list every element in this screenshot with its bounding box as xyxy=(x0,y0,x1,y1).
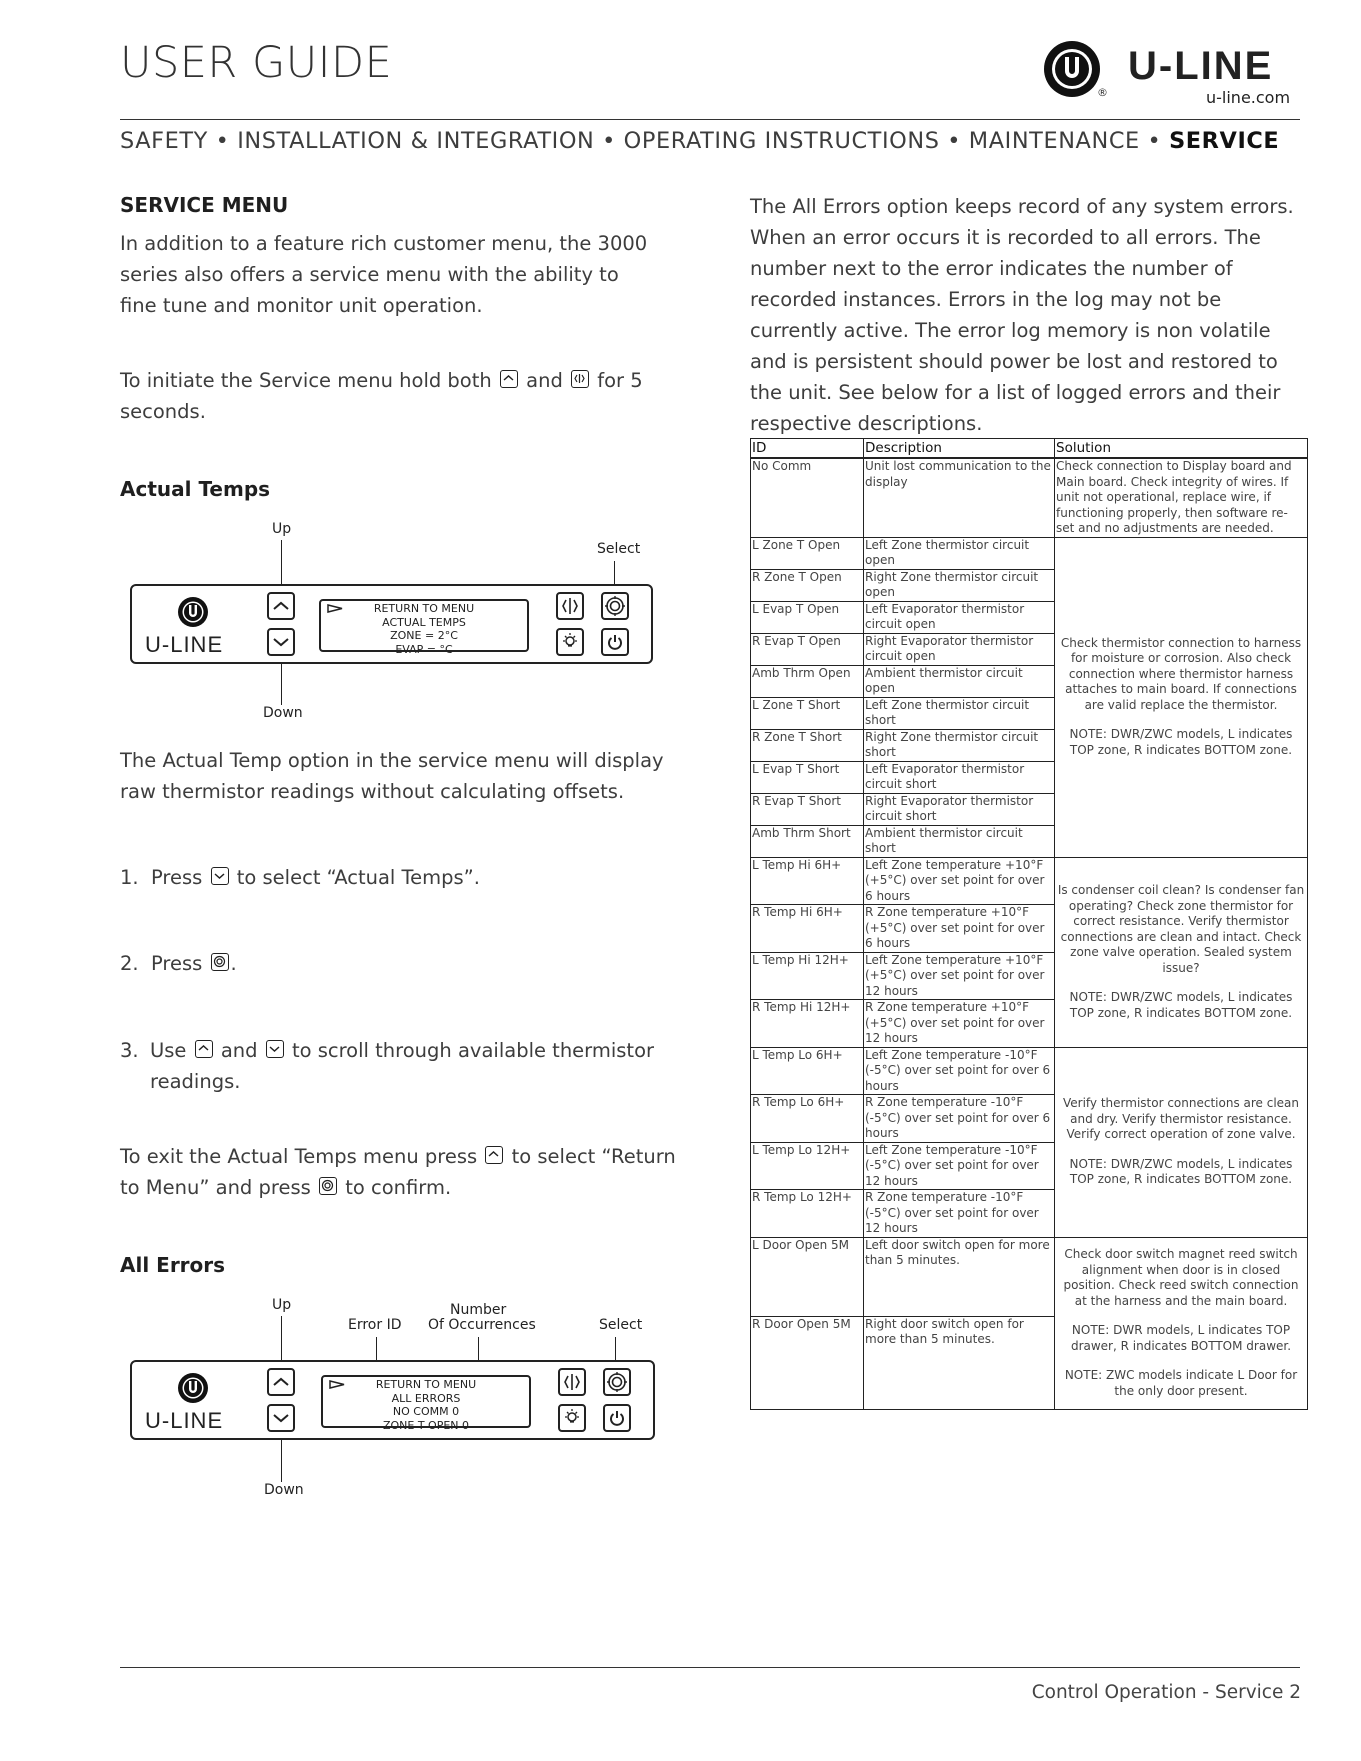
error-table xyxy=(750,438,1308,1410)
error-description: Left door switch open for more than 5 minutes. xyxy=(864,1237,1055,1316)
error-description: Left Evaporator thermistor circuit short xyxy=(864,761,1055,793)
exit-text: to confirm. xyxy=(345,1176,452,1199)
select-key-icon xyxy=(211,953,229,971)
initiate-text: and xyxy=(526,369,563,392)
step-3 xyxy=(120,1035,670,1097)
error-solution: Check connection to Display board and Main board. Check integrity of wires. If unit not operational, replace wire, if functioning properly, then software re-set and no adjustments are needed. xyxy=(1055,458,1308,537)
leader-line xyxy=(281,1438,282,1482)
table-row xyxy=(751,458,1308,537)
step-number: 2. xyxy=(120,952,139,975)
error-id: R Zone T Open xyxy=(751,569,864,601)
mode-button[interactable] xyxy=(556,592,584,620)
brand-url: u-line.com xyxy=(1206,88,1291,107)
error-description: Right Evaporator thermistor circuit open xyxy=(864,633,1055,665)
cursor-arrow-icon xyxy=(329,1380,345,1389)
lcd-display xyxy=(321,1375,531,1432)
cursor-arrow-icon xyxy=(327,604,343,613)
exit-text: To exit the Actual Temps menu press xyxy=(120,1145,478,1168)
error-description: R Zone temperature -10°F (-5°C) over set point for over 6 hours xyxy=(864,1095,1055,1143)
nav-separator: • xyxy=(947,128,962,154)
panel-brand: U-LINE xyxy=(145,632,224,657)
nav-item-installation[interactable]: INSTALLATION & INTEGRATION xyxy=(237,128,595,154)
error-id: R Evap T Open xyxy=(751,633,864,665)
actual-temps-heading: Actual Temps xyxy=(120,477,271,501)
up-key-icon xyxy=(500,370,518,388)
error-id: No Comm xyxy=(751,458,864,537)
light-button[interactable] xyxy=(558,1404,586,1432)
column-header: ID xyxy=(751,439,864,459)
leader-line xyxy=(281,540,282,588)
error-description: Left Zone temperature -10°F (-5°C) over set point for over 12 hours xyxy=(864,1142,1055,1190)
error-id: L Temp Lo 6H+ xyxy=(751,1047,864,1095)
exit-text: to select “Return to Menu” and press xyxy=(120,1145,676,1199)
error-description: R Zone temperature +10°F (+5°C) over set point for over 6 hours xyxy=(864,905,1055,953)
initiate-instructions xyxy=(120,365,660,427)
error-description: Ambient thermistor circuit open xyxy=(864,665,1055,697)
lcd-line: NO COMM 0 xyxy=(392,1405,460,1418)
select-button[interactable] xyxy=(603,1368,631,1396)
error-id: R Temp Lo 6H+ xyxy=(751,1095,864,1143)
error-id: L Evap T Short xyxy=(751,761,864,793)
control-panel-actual-temps xyxy=(130,584,653,664)
error-id: L Zone T Short xyxy=(751,697,864,729)
actual-temp-description: The Actual Temp option in the service menu will display raw thermistor readings without calculating offsets. xyxy=(120,749,664,803)
section-nav xyxy=(120,128,1300,154)
select-key-icon xyxy=(319,1177,337,1195)
error-id: R Temp Hi 12H+ xyxy=(751,1000,864,1048)
registered-mark: ® xyxy=(1097,86,1108,99)
panel-brand: U-LINE xyxy=(145,1408,224,1433)
error-description: R Zone temperature +10°F (+5°C) over set point for over 12 hours xyxy=(864,1000,1055,1048)
initiate-text: To initiate the Service menu hold both xyxy=(120,369,492,392)
error-description: Right Zone thermistor circuit short xyxy=(864,729,1055,761)
step-text: Use xyxy=(150,1039,187,1062)
lcd-display xyxy=(319,599,529,656)
error-solution xyxy=(1055,1047,1308,1237)
service-intro: In addition to a feature rich customer menu, the 3000 series also offers a service menu with the ability to fine tune and monitor unit operation. xyxy=(120,232,648,317)
u-line-logo-icon xyxy=(177,596,209,628)
lcd-line: RETURN TO MENU xyxy=(375,1378,477,1391)
error-description: R Zone temperature -10°F (-5°C) over set point for over 12 hours xyxy=(864,1190,1055,1238)
all-errors-intro: The All Errors option keeps record of any system errors. When an error occurs it is recorded to all errors. The number next to the error indicates the number of recorded instances. Errors in the log may not be currently active. The error log memory is non volatile and is persistent should power be lost and restored to the unit. See below for a list of logged errors and their respective descriptions. xyxy=(750,195,1294,435)
error-description: Right Evaporator thermistor circuit short xyxy=(864,793,1055,825)
solution-note: NOTE: ZWC models indicate L Door for the only door present. xyxy=(1064,1368,1298,1398)
solution-text: Is condenser coil clean? Is condenser fan operating? Check zone thermistor for correct resistance. Verify thermistor connections are clean and intact. Check zone valve operation. Sealed system issue? xyxy=(1057,883,1305,975)
step-number: 1. xyxy=(120,866,139,889)
select-callout: Select xyxy=(597,541,641,557)
mode-button[interactable] xyxy=(558,1368,586,1396)
lcd-line: ALL ERRORS xyxy=(391,1391,461,1405)
select-callout: Select xyxy=(599,1317,643,1333)
header-divider xyxy=(120,119,1300,120)
solution-text: Check door switch magnet reed switch alignment when door is in closed position. Check reed switch connection at the harness and the main board. xyxy=(1063,1247,1299,1308)
brand-logo-text: U-LINE xyxy=(1128,44,1274,88)
solution-text: Check thermistor connection to harness for moisture or corrosion. Also check connection where thermistor harness attaches to main board. If connections are valid replace the thermistor. xyxy=(1060,635,1302,712)
lcd-line: EVAP = °C xyxy=(395,642,453,656)
error-solution xyxy=(1055,857,1308,1047)
lcd-line: ZONE = 2°C xyxy=(390,629,458,642)
occurrences-callout: Of Occurrences xyxy=(428,1317,536,1333)
up-key-icon xyxy=(195,1040,213,1058)
step-text: Press xyxy=(151,866,203,889)
solution-note: NOTE: DWR/ZWC models, L indicates TOP zone, R indicates BOTTOM zone. xyxy=(1069,990,1293,1020)
error-id: L Zone T Open xyxy=(751,537,864,569)
step-1 xyxy=(120,862,670,893)
error-id: L Temp Hi 12H+ xyxy=(751,952,864,1000)
error-description: Right door switch open for more than 5 minutes. xyxy=(864,1316,1055,1409)
all-errors-heading: All Errors xyxy=(120,1253,226,1277)
step-number: 3. xyxy=(120,1039,139,1062)
nav-item-safety[interactable]: SAFETY xyxy=(120,128,208,154)
error-solution xyxy=(1055,1237,1308,1409)
solution-text: Verify thermistor connections are clean and dry. Verify thermistor resistance. Verify correct operation of zone valve. xyxy=(1062,1096,1300,1142)
table-row xyxy=(751,537,1308,569)
initiate-text: for 5 seconds. xyxy=(120,369,643,423)
error-id: R Door Open 5M xyxy=(751,1316,864,1409)
light-button[interactable] xyxy=(556,628,584,656)
solution-note: NOTE: DWR/ZWC models, L indicates TOP zone, R indicates BOTTOM zone. xyxy=(1069,727,1293,757)
lcd-line: ACTUAL TEMPS xyxy=(382,615,466,629)
power-button[interactable] xyxy=(601,628,629,656)
up-callout: Up xyxy=(272,521,292,537)
column-header: Solution xyxy=(1055,439,1308,459)
error-id-callout: Error ID xyxy=(348,1317,402,1333)
error-id: Amb Thrm Open xyxy=(751,665,864,697)
step-2 xyxy=(120,948,670,979)
table-row xyxy=(751,1237,1308,1316)
leader-line xyxy=(281,660,282,705)
mode-key-icon xyxy=(571,370,589,388)
nav-separator: • xyxy=(602,128,616,154)
nav-item-service-active[interactable]: SERVICE xyxy=(1169,128,1280,154)
error-id: L Evap T Open xyxy=(751,601,864,633)
step-text: and xyxy=(220,1039,258,1062)
nav-item-maintenance[interactable]: MAINTENANCE xyxy=(968,128,1140,154)
up-button[interactable] xyxy=(267,1368,295,1396)
nav-item-operating[interactable]: OPERATING INSTRUCTIONS xyxy=(623,128,940,154)
error-description: Left Zone thermistor circuit open xyxy=(864,537,1055,569)
up-button[interactable] xyxy=(267,592,295,620)
error-description: Left Zone temperature +10°F (+5°C) over set point for over 12 hours xyxy=(864,952,1055,1000)
table-row xyxy=(751,1047,1308,1095)
page-title: USER GUIDE xyxy=(120,38,393,88)
select-button[interactable] xyxy=(601,592,629,620)
error-description: Left Zone temperature +10°F (+5°C) over set point for over 6 hours xyxy=(864,857,1055,905)
error-id: R Zone T Short xyxy=(751,729,864,761)
down-key-icon xyxy=(211,867,229,885)
error-description: Left Zone temperature -10°F (-5°C) over set point for over 6 hours xyxy=(864,1047,1055,1095)
error-id: R Evap T Short xyxy=(751,793,864,825)
step-text: Press xyxy=(151,952,203,975)
down-callout: Down xyxy=(263,705,303,721)
error-description: Ambient thermistor circuit short xyxy=(864,825,1055,857)
u-line-logo-icon xyxy=(177,1372,209,1404)
power-button[interactable] xyxy=(603,1404,631,1432)
solution-note: NOTE: DWR/ZWC models, L indicates TOP zone, R indicates BOTTOM zone. xyxy=(1069,1156,1293,1187)
error-id: L Temp Lo 12H+ xyxy=(751,1142,864,1190)
page-footer: Control Operation - Service 2 xyxy=(1031,1682,1301,1703)
nav-separator: • xyxy=(1147,128,1162,154)
lcd-line: RETURN TO MENU xyxy=(373,602,475,615)
error-id: Amb Thrm Short xyxy=(751,825,864,857)
leader-line xyxy=(281,1316,282,1362)
error-description: Left Zone thermistor circuit short xyxy=(864,697,1055,729)
error-description: Unit lost communication to the display xyxy=(864,458,1055,537)
solution-note: NOTE: DWR models, L indicates TOP drawer, R indicates BOTTOM drawer. xyxy=(1070,1323,1292,1353)
down-callout: Down xyxy=(264,1482,304,1498)
nav-separator: • xyxy=(215,128,230,154)
down-button[interactable] xyxy=(267,628,295,656)
service-menu-heading: SERVICE MENU xyxy=(120,193,289,217)
table-header-row xyxy=(751,439,1308,459)
error-description: Right Zone thermistor circuit open xyxy=(864,569,1055,601)
error-description: Left Evaporator thermistor circuit open xyxy=(864,601,1055,633)
lcd-line: ZONE T OPEN 0 xyxy=(382,1418,470,1432)
step-text: . xyxy=(230,952,237,975)
down-key-icon xyxy=(266,1040,284,1058)
column-header: Description xyxy=(864,439,1055,459)
error-id: L Door Open 5M xyxy=(751,1237,864,1316)
u-line-logo-icon xyxy=(1043,40,1101,98)
control-panel-all-errors xyxy=(130,1360,655,1440)
exit-instructions xyxy=(120,1141,680,1203)
step-text: to scroll through available thermistor readings. xyxy=(150,1039,655,1093)
up-key-icon xyxy=(485,1146,503,1164)
number-callout: Number xyxy=(450,1302,507,1318)
error-id: R Temp Lo 12H+ xyxy=(751,1190,864,1238)
error-solution xyxy=(1055,537,1308,857)
footer-divider xyxy=(120,1667,1300,1668)
error-id: R Temp Hi 6H+ xyxy=(751,905,864,953)
up-callout: Up xyxy=(272,1297,292,1313)
down-button[interactable] xyxy=(267,1404,295,1432)
error-id: L Temp Hi 6H+ xyxy=(751,857,864,905)
table-row xyxy=(751,857,1308,905)
step-text: to select “Actual Temps”. xyxy=(236,866,480,889)
